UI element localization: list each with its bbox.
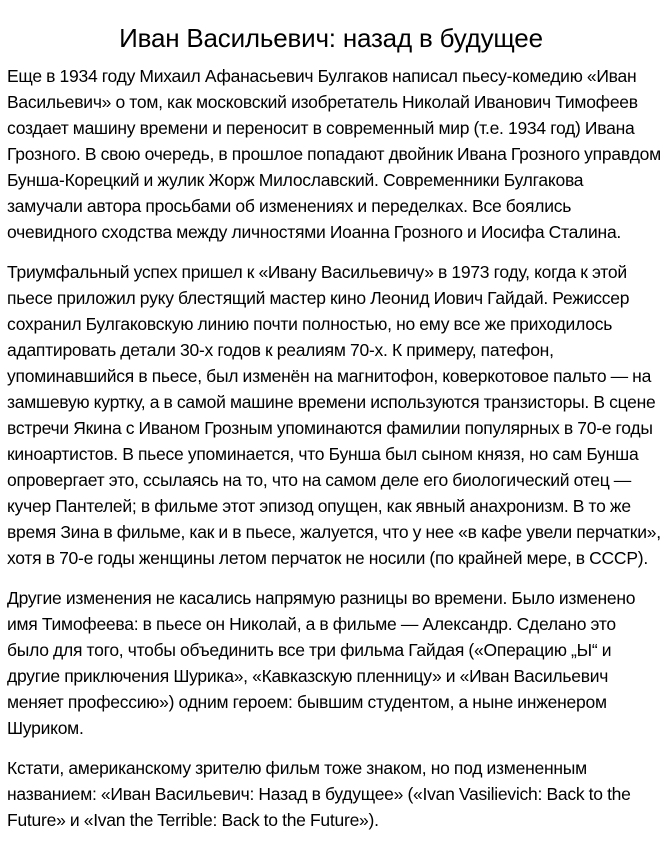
page-title: Иван Васильевич: назад в будущее xyxy=(119,23,543,53)
article-paragraph: Еще в 1934 году Михаил Афанасьевич Булгаков написал пьесу-комедию «Иван Васильевич» о том, как московский изобретатель Николай Иванович Тимофеев создает машину времени и переносит в современный мир (т.е. 1934 год) Ивана Грозного. В свою очередь, в прошлое попадают двойник Ивана Грозного управдом Бунша-Корецкий и жулик Жорж Милославский. Современники Булгакова замучали автора просьбами об изменениях и переделках. Все боялись очевидного сходства между личностями Иоанна Грозного и Иосифа Сталина. xyxy=(7,66,661,242)
article xyxy=(0,23,671,851)
article-paragraph: Триумфальный успех пришел к «Ивану Васильевичу» в 1973 году, когда к этой пьесе приложил руку блестящий мастер кино Леонид Иович Гайдай. Режиссер сохранил Булгаковскую линию почти полностью, но ему все же приходилось адаптировать детали 30-х годов к реалиям 70-х. К примеру, патефон, упоминавшийся в пьесе, был изменён на магнитофон, коверкотовое пальто — на замшевую куртку, а в самой машине времени используются транзисторы. В сцене встречи Якина с Иваном Грозным упоминаются фамилии популярных в 70-е годы киноартистов. В пьесе упоминается, что Бунша был сыном князя, но сам Бунша опровергает это, ссылаясь на то, что на самом деле его биологический отец — кучер Пантелей; в фильме этот эпизод опущен, как явный анахронизм. В то же время Зина в фильме, как и в пьесе, жалуется, что у нее «в кафе увели перчатки», хотя в 70-е годы женщины летом перчаток не носили (по крайней мере, в СССР). xyxy=(7,262,661,568)
article-paragraph: Кстати, американскому зрителю фильм тоже знаком, но под измененным названием: «Иван Васильевич: Назад в будущее» («Ivan Vasilievich: Back to the Future» и «Ivan the Terrible: Back to the Future»). xyxy=(7,758,631,830)
article-body xyxy=(7,63,661,833)
article-page xyxy=(0,23,671,851)
article-paragraph: Другие изменения не касались напрямую разницы во времени. Было изменено имя Тимофеева: в пьесе он Николай, а в фильме — Александр. Сделано это было для того, чтобы объединить все три фильма Гайдая («Операцию „Ы“ и другие приключения Шурика», «Кавказскую пленницу» и «Иван Васильевич меняет профессию») одним героем: бывшим студентом, а ныне инженером Шуриком. xyxy=(7,588,636,738)
